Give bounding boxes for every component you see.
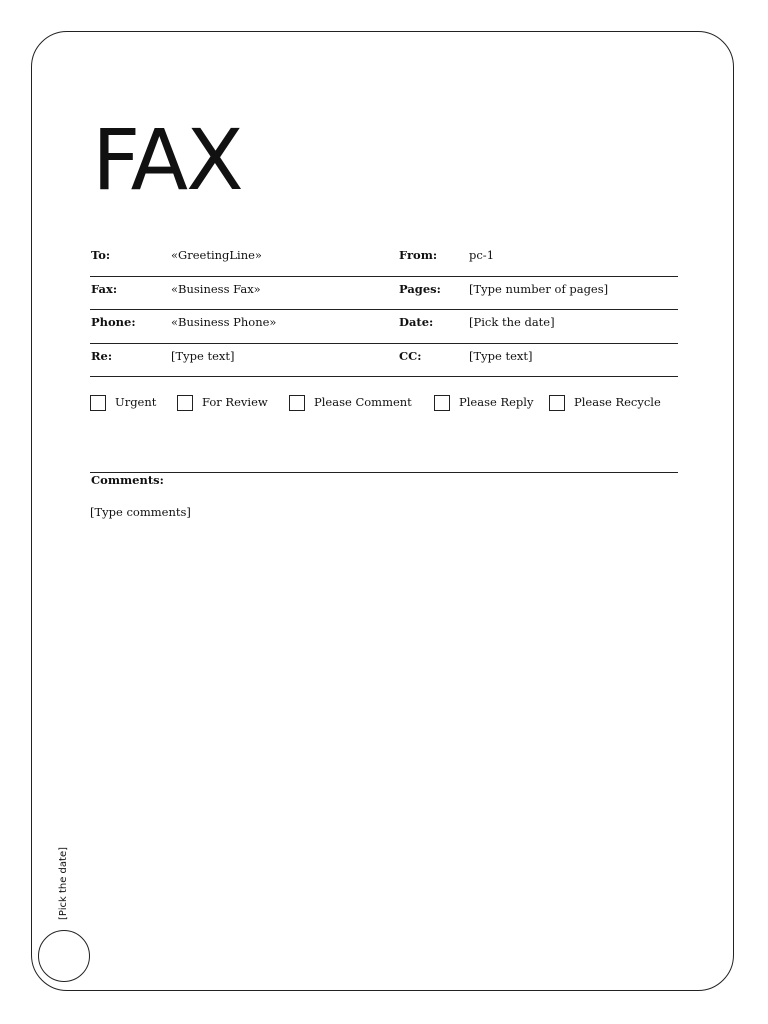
- comments-body[interactable]: [Type comments]: [90, 505, 191, 519]
- for-review-label: For Review: [202, 395, 268, 409]
- phone-value[interactable]: «Business Phone»: [171, 315, 277, 329]
- from-label: From:: [399, 248, 438, 262]
- page-number-circle: [38, 930, 90, 982]
- re-value[interactable]: [Type text]: [171, 348, 235, 363]
- re-label: Re:: [91, 348, 113, 363]
- comments-label: Comments:: [91, 473, 164, 487]
- to-value[interactable]: «GreetingLine»: [171, 248, 262, 262]
- date-value[interactable]: [Pick the date]: [469, 315, 555, 329]
- comments-divider: [90, 472, 678, 473]
- please-reply-checkbox[interactable]: [434, 395, 450, 411]
- cc-value[interactable]: [Type text]: [469, 348, 533, 363]
- field-row-re-cc: [90, 344, 678, 378]
- field-row-fax-pages: [90, 277, 678, 311]
- pages-value[interactable]: [Type number of pages]: [469, 281, 609, 296]
- checkbox-group: [90, 395, 690, 415]
- side-date[interactable]: [Pick the date]: [58, 847, 69, 920]
- fax-value[interactable]: «Business Fax»: [171, 281, 261, 296]
- fax-header-fields: [90, 243, 678, 377]
- please-reply-label: Please Reply: [459, 395, 534, 409]
- phone-label: Phone:: [91, 315, 136, 329]
- to-label: To:: [91, 248, 111, 262]
- please-recycle-label: Please Recycle: [574, 395, 661, 409]
- please-recycle-checkbox[interactable]: [549, 395, 565, 411]
- fax-label: Fax:: [91, 281, 118, 296]
- fax-title: FAX: [92, 111, 242, 209]
- please-comment-checkbox[interactable]: [289, 395, 305, 411]
- field-row-to-from: [90, 243, 678, 277]
- urgent-checkbox[interactable]: [90, 395, 106, 411]
- from-value[interactable]: pc-1: [469, 248, 495, 262]
- for-review-checkbox[interactable]: [177, 395, 193, 411]
- date-label: Date:: [399, 315, 434, 329]
- field-row-phone-date: [90, 310, 678, 344]
- pages-label: Pages:: [399, 281, 441, 296]
- please-comment-label: Please Comment: [314, 395, 412, 409]
- urgent-label: Urgent: [115, 395, 157, 409]
- cc-label: CC:: [399, 348, 422, 363]
